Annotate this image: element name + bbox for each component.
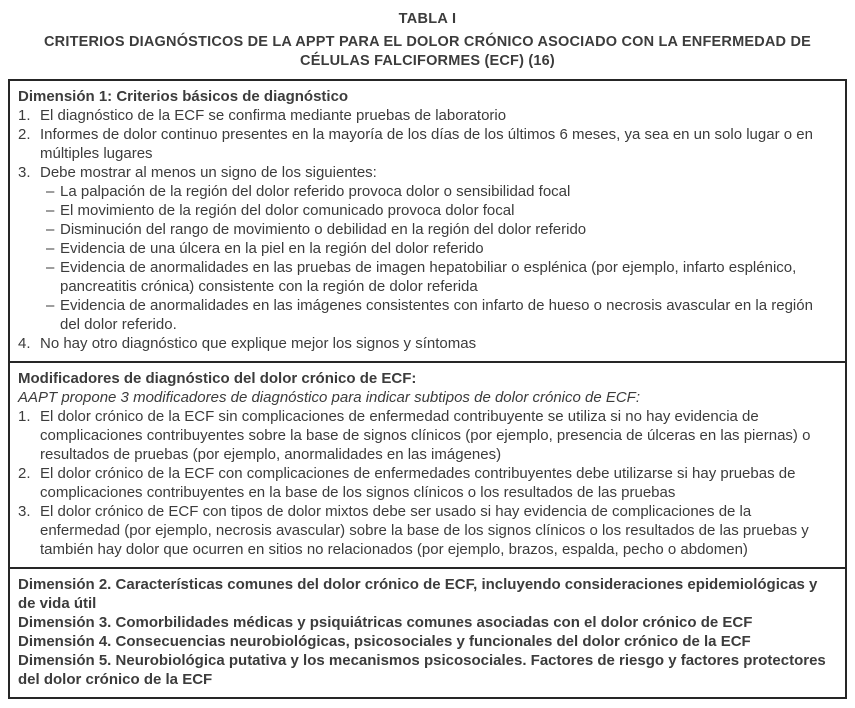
item-marker: 2. <box>18 126 31 143</box>
sub-list-item <box>18 239 835 258</box>
section-2-header: Modificadores de diagnóstico del dolor crónico de ECF: <box>18 370 417 387</box>
dash-marker: – <box>46 259 55 276</box>
section-dimension-1 <box>10 81 845 361</box>
sub-list-item <box>18 258 835 296</box>
item-text: El dolor crónico de ECF con tipos de dolor mixtos debe ser usado si hay evidencia de complicaciones de la enfermedad (por ejemplo, necrosis avascular) sobre la base de los signos clínicos o los resultados de las pruebas y también hay dolor que ocurren en sitios no relacionados (por ejemplo, brazos, espalda, pecho o abdomen) <box>40 503 809 558</box>
item-marker: 3. <box>18 164 31 181</box>
list-item <box>18 502 835 559</box>
subitem-text: Evidencia de anormalidades en las imágenes consistentes con infarto de hueso o necrosis avascular en la región del dolor referido. <box>60 297 813 333</box>
list-item <box>18 163 835 182</box>
item-text: El diagnóstico de la ECF se confirma mediante pruebas de laboratorio <box>40 107 507 124</box>
table-subtitle: CRITERIOS DIAGNÓSTICOS DE LA APPT PARA EL DOLOR CRÓNICO ASOCIADO CON LA ENFERMEDAD DE CÉLULAS FALCIFORMES (ECF) (16) <box>44 34 811 69</box>
item-marker: 4. <box>18 335 31 352</box>
section-2-intro: AAPT propone 3 modificadores de diagnóstico para indicar subtipos de dolor crónico de ECF: <box>18 389 641 406</box>
dimension-3-line: Dimensión 3. Comorbilidades médicas y psiquiátricas comunes asociadas con el dolor crónico de ECF <box>18 614 753 631</box>
subitem-text: Evidencia de anormalidades en las pruebas de imagen hepatobiliar o esplénica (por ejemplo, infarto esplénico, pancreatitis crónica) consistente con la región de dolor referida <box>60 259 797 295</box>
dimension-2-line: Dimensión 2. Características comunes del dolor crónico de ECF, incluyendo consideraciones epidemiológicas y de vida útil <box>18 576 818 612</box>
item-text: El dolor crónico de la ECF con complicaciones de enfermedades contribuyentes debe utilizarse si hay pruebas de complicaciones contribuyentes en la base de los signos clínicos o los resultados de las pruebas <box>40 465 796 501</box>
dash-marker: – <box>46 297 55 314</box>
dimension-4-line: Dimensión 4. Consecuencias neurobiológicas, psicosociales y funcionales del dolor crónico de la ECF <box>18 633 751 650</box>
table-title: TABLA I <box>398 11 457 27</box>
list-item <box>18 407 835 464</box>
table-title-block <box>28 10 828 71</box>
subitem-text: Evidencia de una úlcera en la piel en la región del dolor referido <box>60 240 484 257</box>
section-dimensions-2-5 <box>10 567 845 697</box>
item-marker: 3. <box>18 503 31 520</box>
dash-marker: – <box>46 202 55 219</box>
dimension-5-line: Dimensión 5. Neurobiológica putativa y los mecanismos psicosociales. Factores de riesgo y factores protectores del dolor crónico de la ECF <box>18 652 826 688</box>
item-marker: 1. <box>18 107 31 124</box>
item-marker: 1. <box>18 408 31 425</box>
item-text: Debe mostrar al menos un signo de los siguientes: <box>40 164 377 181</box>
sub-list-item <box>18 296 835 334</box>
list-item <box>18 334 835 353</box>
subitem-text: Disminución del rango de movimiento o debilidad en la región del dolor referido <box>60 221 587 238</box>
item-text: El dolor crónico de la ECF sin complicaciones de enfermedad contribuyente se utiliza si no hay evidencia de complicaciones contribuyentes sobre la base de signos clínicos (por ejemplo, presencia de úlceras en las piernas) o resultados de pruebas (por ejemplo, anormalidades en las imágenes) <box>40 408 811 463</box>
item-marker: 2. <box>18 465 31 482</box>
dash-marker: – <box>46 221 55 238</box>
section-modifiers <box>10 361 845 567</box>
section-1-header: Dimensión 1: Criterios básicos de diagnóstico <box>18 88 349 105</box>
item-text: No hay otro diagnóstico que explique mejor los signos y síntomas <box>40 335 477 352</box>
subitem-text: La palpación de la región del dolor referido provoca dolor o sensibilidad focal <box>60 183 571 200</box>
sub-list-item <box>18 220 835 239</box>
item-text: Informes de dolor continuo presentes en la mayoría de los días de los últimos 6 meses, ya sea en un solo lugar o en múltiples lugares <box>40 126 813 162</box>
list-item <box>18 125 835 163</box>
list-item <box>18 106 835 125</box>
criteria-table <box>8 79 847 699</box>
list-item <box>18 464 835 502</box>
subitem-text: El movimiento de la región del dolor comunicado provoca dolor focal <box>60 202 515 219</box>
dash-marker: – <box>46 240 55 257</box>
dash-marker: – <box>46 183 55 200</box>
sub-list-item <box>18 182 835 201</box>
sub-list-item <box>18 201 835 220</box>
